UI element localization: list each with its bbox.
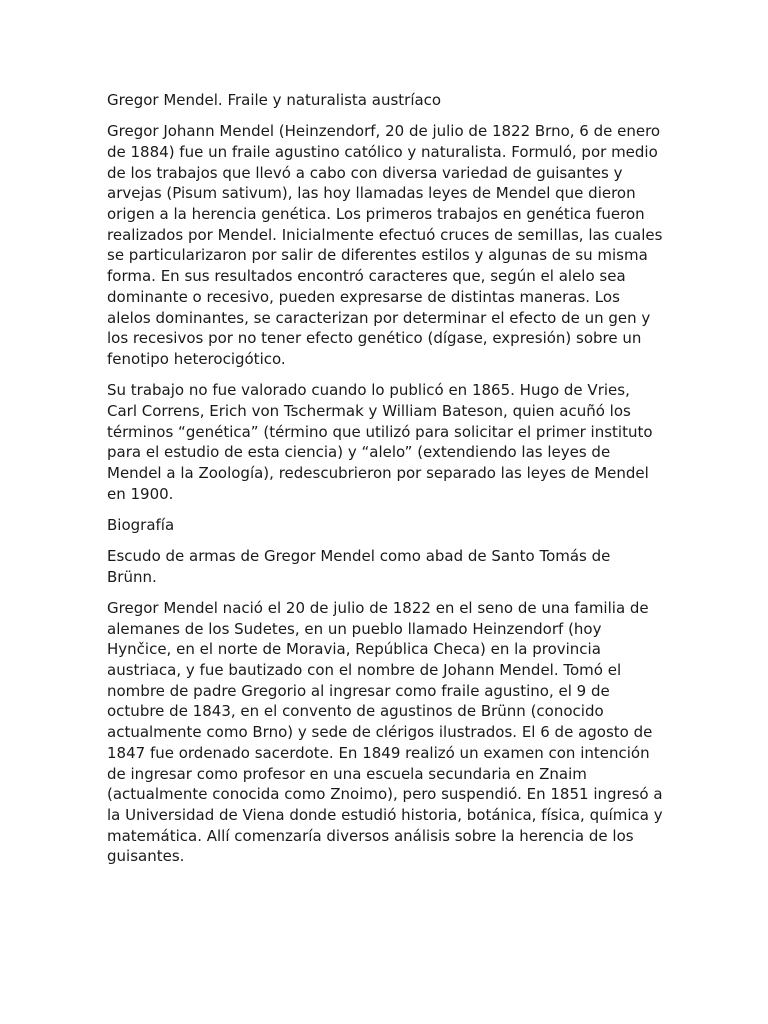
paragraph-intro: Gregor Johann Mendel (Heinzendorf, 20 de julio de 1822 Brno, 6 de enero de 1884) fue un fraile agustino católico y naturalista. Formuló, por medio de los trabajos que llevó a cabo con diversa variedad de guisantes y arvejas (Pisum sativum), las hoy llamadas leyes de Mendel que dieron origen a la herencia genética. Los primeros trabajos en genética fueron realizados por Mendel. Inicialmente efectuó cruces de semillas, las cuales se particularizaron por salir de diferentes estilos y algunas de su misma forma. En sus resultados encontró caracteres que, según el alelo sea dominante o recesivo, pueden expresarse de distintas maneras. Los alelos dominantes, se caracterizan por determinar el efecto de un gen y los recesivos por no tener efecto genético (dígase, expresión) sobre un fenotipo heterocigótico. xyxy=(107,122,663,368)
document-title: Gregor Mendel. Fraile y naturalista austríaco xyxy=(107,91,442,109)
section-heading-biografia: Biografía xyxy=(107,515,175,534)
paragraph-biography: Gregor Mendel nació el 20 de julio de 1822 en el seno de una familia de alemanes de los Sudetes, en un pueblo llamado Heinzendorf (hoy Hynčice, en el norte de Moravia, República Checa) en la provincia austriaca, y fue bautizado con el nombre de Johann Mendel. Tomó el nombre de padre Gregorio al ingresar como fraile agustino, el 9 de octubre de 1843, en el convento de agustinos de Brünn (conocido actualmente como Brno) y sede de clérigos ilustrados. El 6 de agosto de 1847 fue ordenado sacerdote. En 1849 realizó un examen con intención de ingresar como profesor en una escuela secundaria en Znaim (actualmente conocida como Znoimo), pero suspendió. En 1851 ingresó a la Universidad de Viena donde estudió historia, botánica, física, química y matemática. Allí comenzaría diversos análisis sobre la herencia de los guisantes. xyxy=(107,598,663,866)
paragraph-coat-of-arms: Escudo de armas de Gregor Mendel como abad de Santo Tomás de Brünn. xyxy=(107,547,611,586)
document-body xyxy=(107,90,663,878)
paragraph-recognition: Su trabajo no fue valorado cuando lo publicó en 1865. Hugo de Vries, Carl Correns, Erich von Tschermak y William Bateson, quien acuñó los términos “genética” (término que utilizó para solicitar el primer instituto para el estudio de esta ciencia) y “alelo” (extendiendo las leyes de Mendel a la Zoología), redescubrieron por separado las leyes de Mendel en 1900. xyxy=(107,381,653,503)
